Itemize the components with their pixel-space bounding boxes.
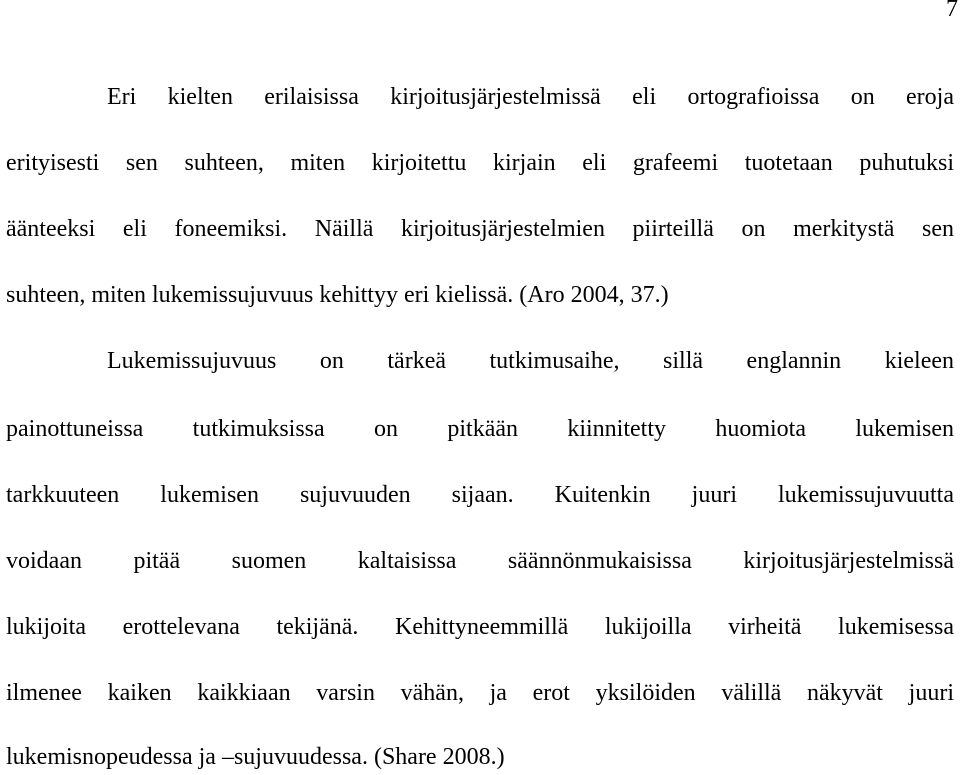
text-line: ilmenee kaiken kaikkiaan varsin vähän, ja erot yksilöiden välillä näkyvät juuri xyxy=(6,680,954,706)
page-number: 7 xyxy=(946,0,958,22)
text-line: lukijoita erottelevana tekijänä. Kehittyneemmillä lukijoilla virheitä lukemisessa xyxy=(6,614,954,640)
text-line: tarkkuuteen lukemisen sujuvuuden sijaan. Kuitenkin juuri lukemissujuvuutta xyxy=(6,482,954,508)
text-line: lukemisnopeudessa ja –sujuvuudessa. (Share 2008.) xyxy=(6,744,505,770)
text-line: erityisesti sen suhteen, miten kirjoitettu kirjain eli grafeemi tuotetaan puhutuksi xyxy=(6,150,954,176)
text-line: Eri kielten erilaisissa kirjoitusjärjestelmissä eli ortografioissa on eroja xyxy=(107,84,954,110)
text-line: voidaan pitää suomen kaltaisissa säännönmukaisissa kirjoitusjärjestelmissä xyxy=(6,548,954,574)
text-line: äänteeksi eli foneemiksi. Näillä kirjoitusjärjestelmien piirteillä on merkitystä sen xyxy=(6,216,954,242)
text-line: painottuneissa tutkimuksissa on pitkään kiinnitetty huomiota lukemisen xyxy=(6,416,954,442)
text-line: Lukemissujuvuus on tärkeä tutkimusaihe, sillä englannin kieleen xyxy=(107,348,954,374)
text-line: suhteen, miten lukemissujuvuus kehittyy eri kielissä. (Aro 2004, 37.) xyxy=(6,282,669,308)
